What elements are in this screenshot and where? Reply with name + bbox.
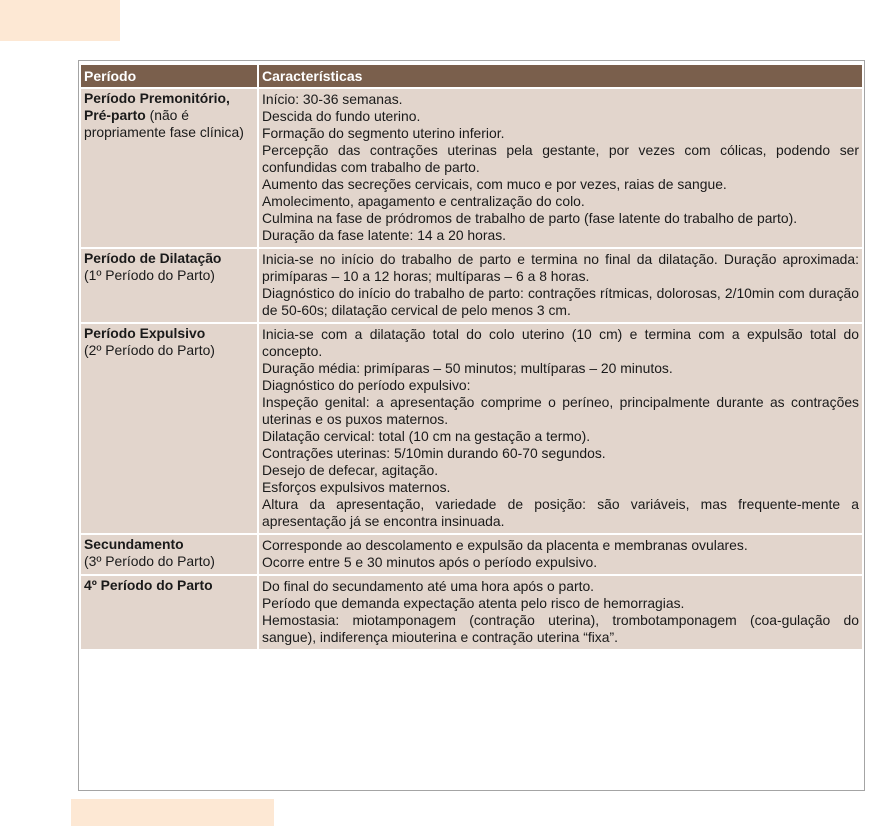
- period-cell: [81, 249, 257, 322]
- period-cell: [81, 324, 257, 533]
- characteristic-line: Esforços expulsivos maternos.: [262, 479, 451, 495]
- characteristics-cell: [257, 249, 862, 322]
- characteristic-line: Do final do secundamento até uma hora após o parto.: [262, 578, 595, 594]
- characteristics-cell: [257, 576, 862, 649]
- period-subtitle: (3º Período do Parto): [84, 553, 215, 569]
- period-name: Período Expulsivo: [84, 325, 206, 341]
- characteristics-cell: [257, 535, 862, 574]
- characteristic-line: Corresponde ao descolamento e expulsão da placenta e membranas ovulares.: [262, 537, 748, 553]
- characteristic-line: Desejo de defecar, agitação.: [262, 462, 439, 478]
- period-name: 4º Período do Parto: [84, 577, 213, 593]
- characteristic-line: Duração da fase latente: 14 a 20 horas.: [262, 227, 507, 243]
- characteristic-line: Inspeção genital: a apresentação comprime o períneo, principalmente durante as contrações uterinas e os puxos maternos.: [262, 394, 859, 427]
- characteristics-cell: [257, 324, 862, 533]
- characteristic-line: Altura da apresentação, variedade de posição: são variáveis, mas frequente-mente a apresentação já se encontra insinuada.: [262, 496, 859, 529]
- characteristic-line: Duração média: primíparas – 50 minutos; multíparas – 20 minutos.: [262, 360, 673, 376]
- header-characteristics: Características: [257, 65, 862, 87]
- table-row: [81, 576, 862, 649]
- period-subtitle: (1º Período do Parto): [84, 267, 215, 283]
- characteristic-line: Culmina na fase de pródromos de trabalho de parto (fase latente do trabalho de parto).: [262, 210, 798, 226]
- table-row: [81, 89, 862, 247]
- table-header-row: [81, 65, 862, 87]
- characteristic-line: Inicia-se com a dilatação total do colo uterino (10 cm) e termina com a expulsão total do concepto.: [262, 326, 859, 359]
- labor-periods-table: [81, 63, 862, 651]
- characteristic-line: Amolecimento, apagamento e centralização do colo.: [262, 193, 585, 209]
- characteristic-line: Diagnóstico do início do trabalho de parto: contrações rítmicas, dolorosas, 2/10min com duração de 50-60s; dilatação cervical de pelo menos 3 cm.: [262, 285, 859, 318]
- characteristic-line: Aumento das secreções cervicais, com muco e por vezes, raias de sangue.: [262, 176, 727, 192]
- header-period: Período: [81, 65, 257, 87]
- period-cell: [81, 535, 257, 574]
- table-row: [81, 324, 862, 533]
- characteristic-line: Diagnóstico do período expulsivo:: [262, 377, 471, 393]
- characteristic-line: Dilatação cervical: total (10 cm na gestação a termo).: [262, 428, 591, 444]
- characteristic-line: Contrações uterinas: 5/10min durando 60-70 segundos.: [262, 445, 606, 461]
- characteristic-line: Início: 30-36 semanas.: [262, 91, 403, 107]
- period-name: Secundamento: [84, 536, 184, 552]
- characteristic-line: Formação do segmento uterino inferior.: [262, 125, 505, 141]
- table-row: [81, 535, 862, 574]
- characteristic-line: Hemostasia: miotamponagem (contração uterina), trombotamponagem (coa-gulação do sangue), indiferença miouterina e contração uterina “fixa”.: [262, 612, 859, 645]
- table-row: [81, 249, 862, 322]
- characteristic-line: Inicia-se no início do trabalho de parto e termina no final da dilatação. Duração aproximada: primíparas – 10 a 12 horas; multíparas – 6 a 8 horas.: [262, 251, 859, 284]
- period-cell: [81, 576, 257, 649]
- period-subtitle: (2º Período do Parto): [84, 342, 215, 358]
- period-name: Período Premonitório, Pré-parto: [84, 90, 230, 123]
- characteristics-cell: [257, 89, 862, 247]
- bottom-highlight-bar: [71, 799, 274, 826]
- top-highlight-bar: [0, 0, 120, 41]
- period-cell: [81, 89, 257, 247]
- characteristic-line: Ocorre entre 5 e 30 minutos após o período expulsivo.: [262, 554, 598, 570]
- period-name: Período de Dilatação: [84, 250, 222, 266]
- characteristic-line: Descida do fundo uterino.: [262, 108, 421, 124]
- period-subtitle: (não é propriamente fase clínica): [84, 107, 244, 140]
- characteristic-line: Período que demanda expectação atenta pelo risco de hemorragias.: [262, 595, 685, 611]
- characteristic-line: Percepção das contrações uterinas pela gestante, por vezes com cólicas, podendo ser confundidas com trabalho de parto.: [262, 142, 859, 175]
